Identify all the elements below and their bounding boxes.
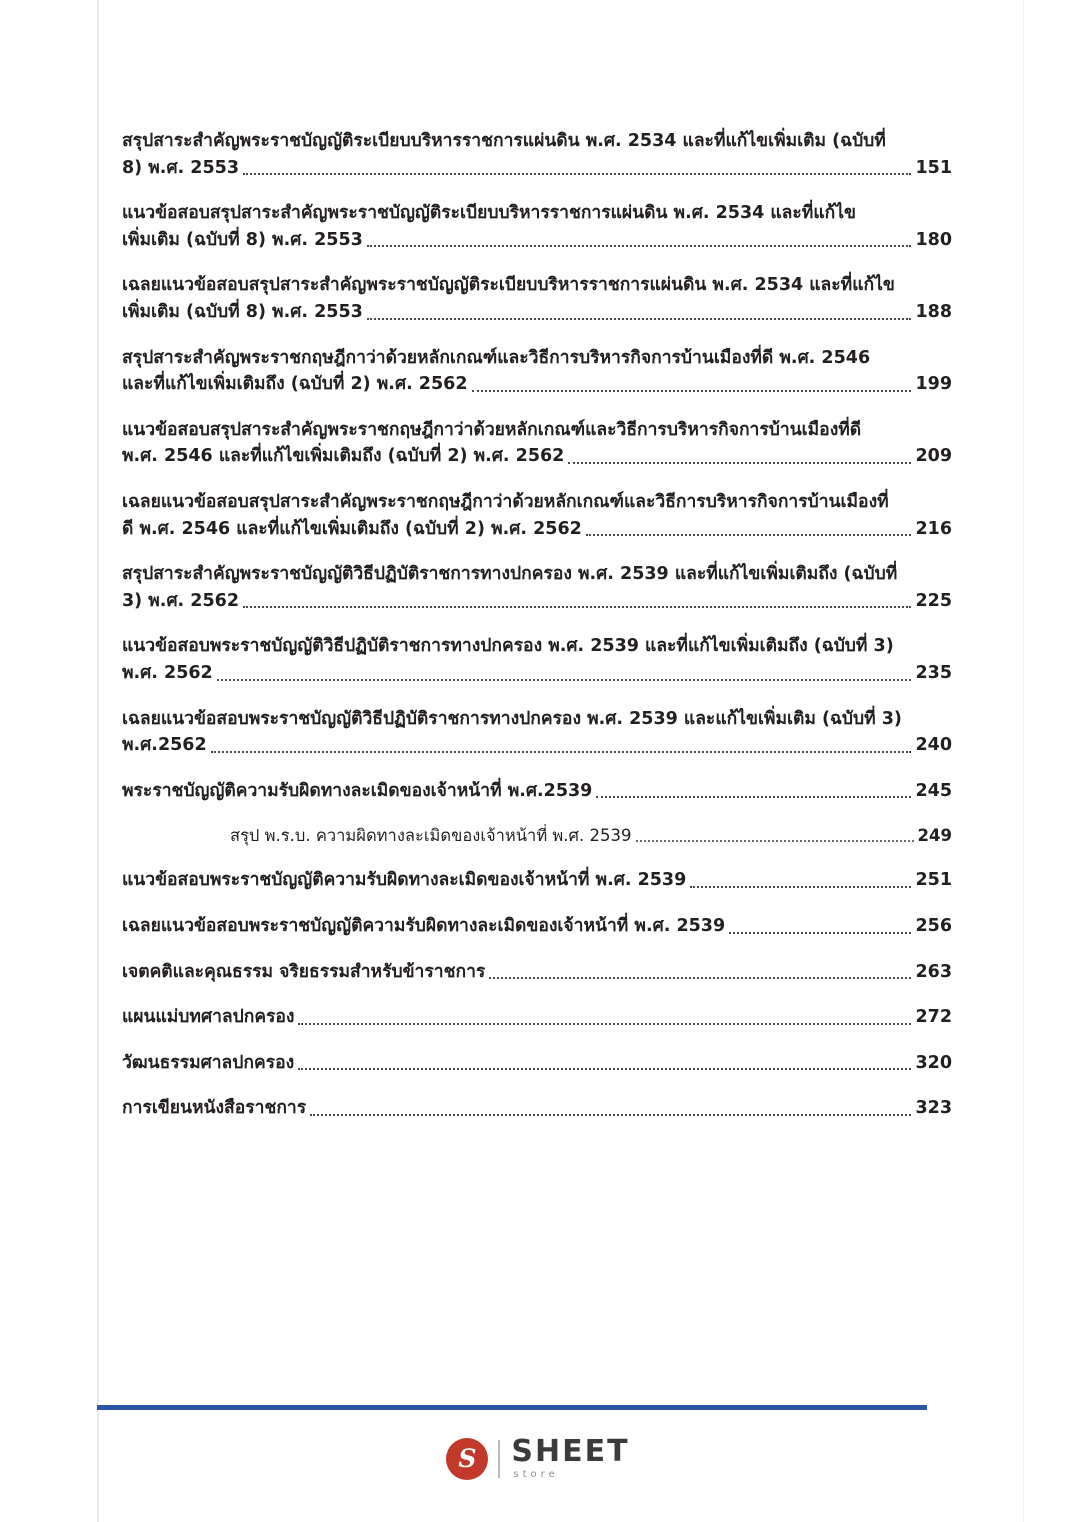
toc-entry-title-continued: ดี พ.ศ. 2546 และที่แก้ไขเพิ่มเติมถึง (ฉบับที่ 2) พ.ศ. 2562 [122,518,582,539]
page-frame-left-rule [97,0,99,1522]
toc-leader-dots [243,605,911,608]
toc-page-number: 263 [915,961,952,982]
toc-entry[interactable] [122,561,952,614]
toc-leader-dots [472,389,912,392]
toc-page-number: 235 [915,662,952,683]
toc-entry-title: วัฒนธรรมศาลปกครอง [122,1052,295,1073]
toc-entry-title-continued: พ.ศ. 2562 [122,662,213,683]
sheet-store-logo-mark: S [446,1438,488,1480]
toc-entry[interactable] [122,706,952,759]
toc-page-number: 199 [915,374,952,395]
toc-leader-dots [568,461,911,464]
toc-entry[interactable] [122,489,952,542]
toc-entry-title: แผนแม่บทศาลปกครอง [122,1007,295,1028]
toc-entry-title: การเขียนหนังสือราชการ [122,1098,307,1119]
toc-entry-title: พระราชบัญญัติความรับผิดทางละเมิดของเจ้าหน้าที่ พ.ศ.2539 [122,780,593,801]
toc-leader-dots [243,172,911,175]
toc-page-number: 320 [915,1052,952,1073]
toc-entry-title: เจตคติและคุณธรรม จริยธรรมสำหรับข้าราชการ [122,961,486,982]
toc-entry[interactable] [122,272,952,325]
toc-entry-title: แนวข้อสอบสรุปสาระสำคัญพระราชกฤษฎีกาว่าด้วยหลักเกณฑ์และวิธีการบริหารกิจการบ้านเมืองที่ดี [122,419,862,440]
toc-entry[interactable] [122,959,952,986]
toc-entry[interactable] [230,823,952,848]
toc-entry[interactable] [122,1095,952,1122]
toc-leader-dots [489,976,911,979]
toc-leader-dots [298,1067,911,1070]
toc-page-number: 151 [915,157,952,178]
toc-entry[interactable] [122,417,952,470]
toc-entry-title: สรุปสาระสำคัญพระราชกฤษฎีกาว่าด้วยหลักเกณฑ์และวิธีการบริหารกิจการบ้านเมืองที่ดี พ.ศ. 2546 [122,347,871,368]
toc-leader-dots [211,750,912,753]
toc-entry-title-continued: พ.ศ.2562 [122,735,207,756]
logo-main-text: SHEET [511,1434,630,1469]
toc-entry-title: สรุปสาระสำคัญพระราชบัญญัติระเบียบบริหารราชการแผ่นดิน พ.ศ. 2534 และที่แก้ไขเพิ่มเติม (ฉบับที่ [122,131,886,151]
toc-page-number: 216 [915,518,952,539]
toc-entry[interactable] [122,1050,952,1077]
logo-separator [498,1440,500,1478]
toc-leader-dots [690,885,911,888]
toc-entry-title: สรุปสาระสำคัญพระราชบัญญัติวิธีปฏิบัติราชการทางปกครอง พ.ศ. 2539 และที่แก้ไขเพิ่มเติมถึง (ฉบับที่ [122,564,898,585]
toc-leader-dots [310,1113,911,1116]
toc-entry[interactable] [122,345,952,398]
toc-page-number: 180 [915,229,952,250]
toc-entry[interactable] [122,913,952,940]
toc-entry-title-continued: 3) พ.ศ. 2562 [122,590,240,611]
toc-entry[interactable] [122,1004,952,1031]
toc-leader-dots [367,244,912,247]
toc-entry[interactable] [122,200,952,253]
toc-entry[interactable] [122,128,952,181]
toc-entry-title: เฉลยแนวข้อสอบพระราชบัญญัติวิธีปฏิบัติราชการทางปกครอง พ.ศ. 2539 และแก้ไขเพิ่มเติม (ฉบับที่ 3) [122,708,902,729]
toc-entry-title-continued: เพิ่มเติม (ฉบับที่ 8) พ.ศ. 2553 [122,301,363,322]
toc-entry-title-continued: พ.ศ. 2546 และที่แก้ไขเพิ่มเติมถึง (ฉบับที่ 2) พ.ศ. 2562 [122,446,565,467]
toc-page-number: 272 [915,1007,952,1028]
toc-page-number: 249 [917,826,952,846]
toc-leader-dots [367,317,912,320]
toc-leader-dots [217,678,912,681]
toc-leader-dots [729,931,911,934]
table-of-contents [122,128,952,1141]
toc-entry-title: เฉลยแนวข้อสอบสรุปสาระสำคัญพระราชกฤษฎีกาว่าด้วยหลักเกณฑ์และวิธีการบริหารกิจการบ้านเมืองที่ [122,491,889,512]
toc-page-number: 323 [915,1098,952,1119]
toc-page-number: 256 [915,915,952,936]
toc-entry-title-continued: และที่แก้ไขเพิ่มเติมถึง (ฉบับที่ 2) พ.ศ. 2562 [122,374,468,395]
toc-page-number: 188 [915,301,952,322]
toc-page-number: 251 [915,870,952,891]
toc-entry-title-continued: เพิ่มเติม (ฉบับที่ 8) พ.ศ. 2553 [122,229,363,250]
toc-page-number: 245 [915,780,952,801]
toc-entry-title: เฉลยแนวข้อสอบพระราชบัญญัติความรับผิดทางละเมิดของเจ้าหน้าที่ พ.ศ. 2539 [122,915,726,936]
toc-entry[interactable] [122,633,952,686]
toc-entry-title: แนวข้อสอบพระราชบัญญัติความรับผิดทางละเมิดของเจ้าหน้าที่ พ.ศ. 2539 [122,870,687,891]
logo-sub-text: store [513,1469,559,1480]
logo-wordmark [511,1434,630,1480]
toc-entry-title: สรุป พ.ร.บ. ความผิดทางละเมิดของเจ้าหน้าที่ พ.ศ. 2539 [230,826,632,846]
toc-entry-title: แนวข้อสอบพระราชบัญญัติวิธีปฏิบัติราชการทางปกครอง พ.ศ. 2539 และที่แก้ไขเพิ่มเติมถึง (ฉบับที่ 3) [122,636,894,657]
toc-leader-dots [586,533,912,536]
toc-page-number: 225 [915,590,952,611]
toc-leader-dots [596,795,911,798]
toc-page-number: 209 [915,446,952,467]
toc-entry-title: แนวข้อสอบสรุปสาระสำคัญพระราชบัญญัติระเบียบบริหารราชการแผ่นดิน พ.ศ. 2534 และที่แก้ไข [122,203,856,224]
page-frame-right-rule [1023,0,1024,1522]
footer-divider [97,1405,927,1410]
toc-entry[interactable] [122,867,952,894]
toc-leader-dots [298,1022,911,1025]
toc-entry[interactable] [122,778,952,805]
toc-leader-dots [636,839,914,842]
toc-entry-title: เฉลยแนวข้อสอบสรุปสาระสำคัญพระราชบัญญัติระเบียบบริหารราชการแผ่นดิน พ.ศ. 2534 และที่แก้ไข [122,275,895,296]
footer-logo [0,1434,1076,1480]
toc-entry-title-continued: 8) พ.ศ. 2553 [122,157,240,178]
toc-page-number: 240 [915,735,952,756]
